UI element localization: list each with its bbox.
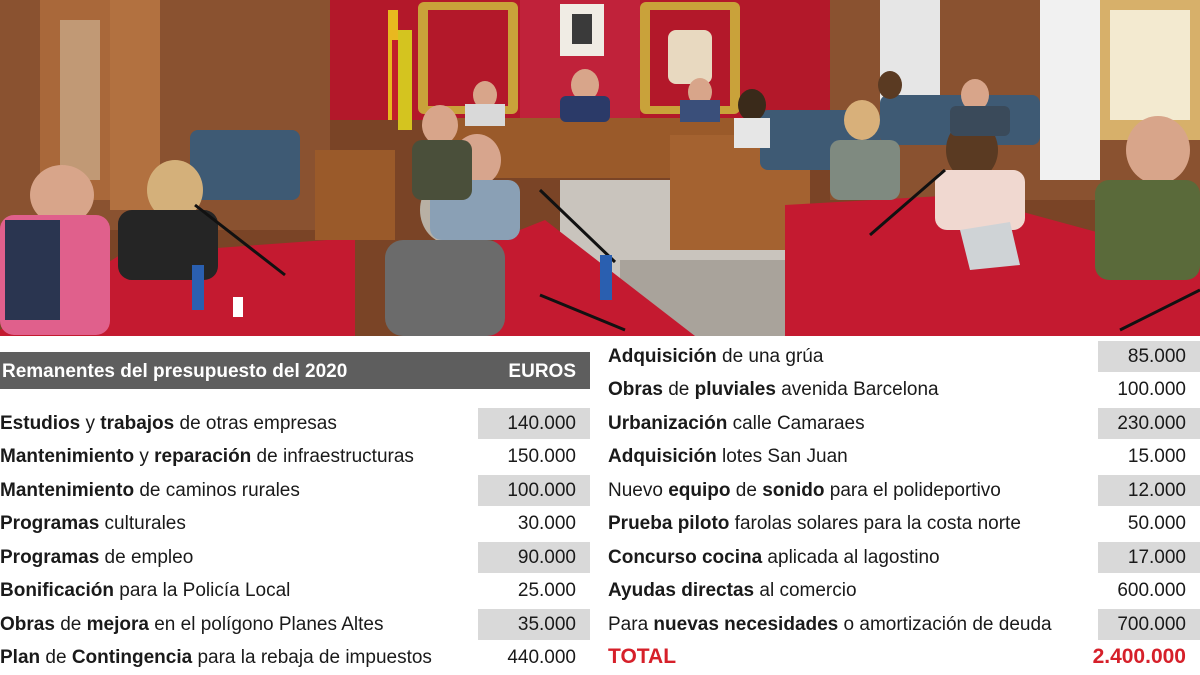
row-value: 50.000 xyxy=(1127,513,1186,534)
table-header-euros: EUROS xyxy=(508,361,576,382)
row-label: Programas culturales xyxy=(0,513,186,534)
row-label: Obras de mejora en el polígono Planes Altes xyxy=(0,614,384,635)
row-value: 30.000 xyxy=(517,513,576,534)
table-row xyxy=(600,508,1200,539)
row-label: Ayudas directas al comercio xyxy=(608,580,857,601)
row-label: Programas de empleo xyxy=(0,547,194,568)
row-label: Mantenimiento y reparación de infraestructuras xyxy=(0,446,414,467)
table-row xyxy=(0,408,590,439)
row-value: 100.000 xyxy=(478,475,590,506)
table-row xyxy=(0,542,590,573)
row-value: 230.000 xyxy=(1098,408,1200,439)
table-header-title: Remanentes del presupuesto del 2020 xyxy=(2,361,348,382)
row-value: 35.000 xyxy=(478,609,590,640)
row-label: Nuevo equipo de sonido para el polideportivo xyxy=(608,480,1001,501)
total-label: TOTAL xyxy=(608,645,677,668)
row-value: 25.000 xyxy=(517,580,576,601)
row-value: 17.000 xyxy=(1098,542,1200,573)
row-value: 600.000 xyxy=(1117,580,1186,601)
row-label: Estudios y trabajos de otras empresas xyxy=(0,413,337,434)
council-session-photo xyxy=(0,0,1200,336)
row-label: Para nuevas necesidades o amortización de deuda xyxy=(608,614,1052,635)
row-value: 12.000 xyxy=(1098,475,1200,506)
row-value: 150.000 xyxy=(507,446,576,467)
row-label: Concurso cocina aplicada al lagostino xyxy=(608,547,940,568)
row-value: 700.000 xyxy=(1098,609,1200,640)
total-value: 2.400.000 xyxy=(1092,645,1186,668)
row-label: Adquisición lotes San Juan xyxy=(608,446,848,467)
table-row xyxy=(0,441,590,472)
row-value: 140.000 xyxy=(478,408,590,439)
table-row xyxy=(0,642,590,673)
table-row xyxy=(600,341,1200,372)
table-row xyxy=(600,609,1200,640)
table-row xyxy=(0,575,590,606)
row-label: Obras de pluviales avenida Barcelona xyxy=(608,379,939,400)
row-label: Urbanización calle Camaraes xyxy=(608,413,865,434)
row-value: 90.000 xyxy=(478,542,590,573)
table-row xyxy=(600,441,1200,472)
table-header xyxy=(0,352,590,389)
row-label: Plan de Contingencia para la rebaja de impuestos xyxy=(0,647,432,668)
budget-table xyxy=(0,336,1200,675)
table-row xyxy=(600,475,1200,506)
table-row xyxy=(600,408,1200,439)
table-row xyxy=(600,374,1200,405)
row-label: Mantenimiento de caminos rurales xyxy=(0,480,300,501)
row-label: Prueba piloto farolas solares para la costa norte xyxy=(608,513,1021,534)
total-row xyxy=(600,640,1200,674)
row-value: 440.000 xyxy=(507,647,576,668)
table-row xyxy=(0,475,590,506)
row-value: 100.000 xyxy=(1117,379,1186,400)
table-row xyxy=(600,575,1200,606)
table-row xyxy=(600,542,1200,573)
row-value: 85.000 xyxy=(1098,341,1200,372)
row-value: 15.000 xyxy=(1127,446,1186,467)
table-row xyxy=(0,508,590,539)
row-label: Bonificación para la Policía Local xyxy=(0,580,291,601)
row-label: Adquisición de una grúa xyxy=(608,346,824,367)
table-row xyxy=(0,609,590,640)
